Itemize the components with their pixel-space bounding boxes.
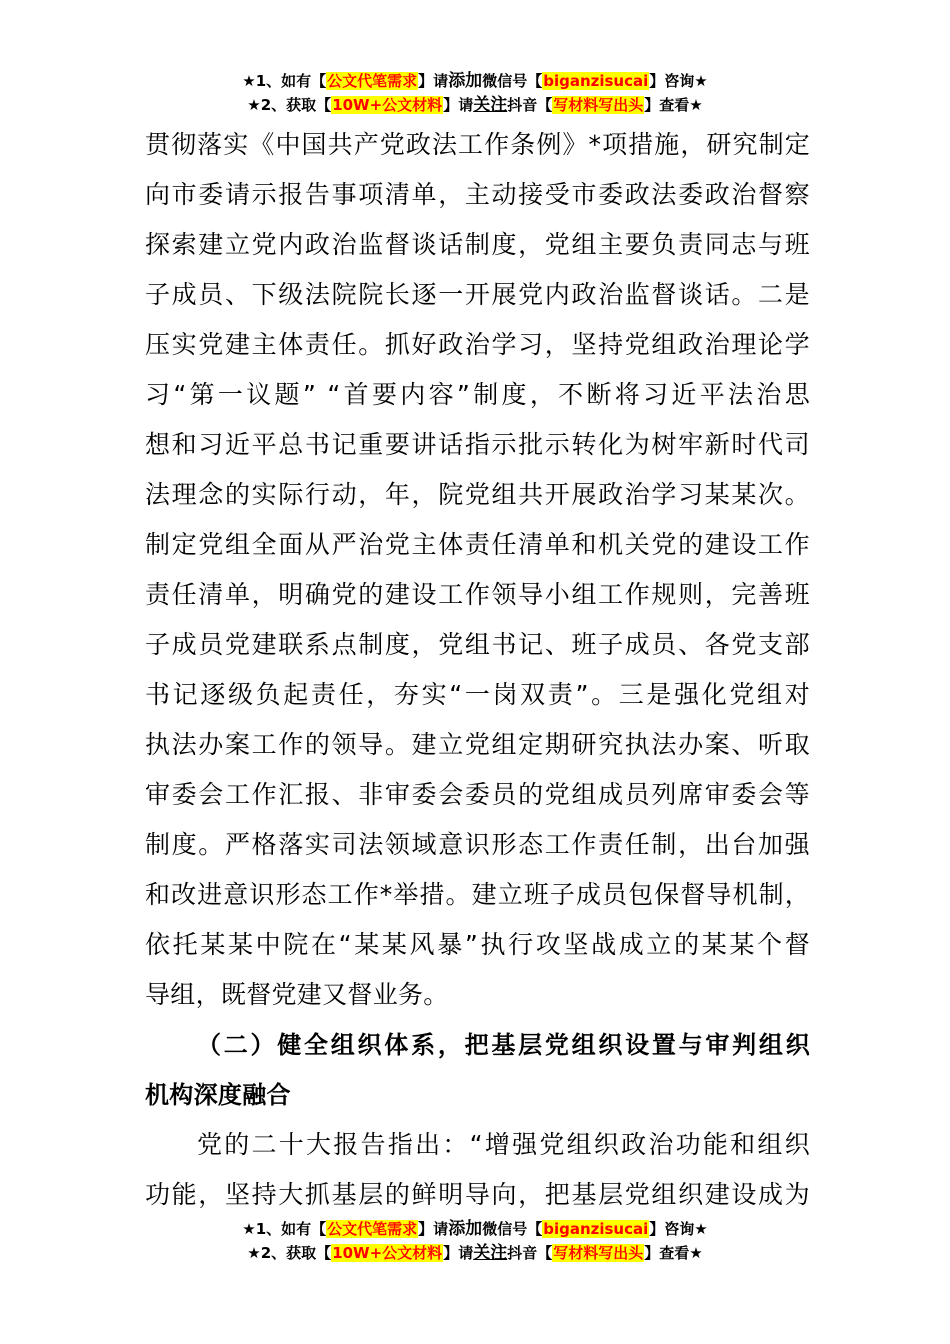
- body-line: 执法办案工作的领导。建立党组定期研究执法办案、听取: [145, 730, 810, 759]
- header-l2-emphasis-follow: 关注: [473, 95, 508, 115]
- body-line: 责任清单，明确党的建设工作领导小组工作规则，完善班: [145, 580, 810, 609]
- body-line: 压实党建主体责任。抓好政治学习，坚持党组政治理论学: [145, 330, 810, 359]
- body-line: 法理念的实际行动，年，院党组共开展政治学习某某次。: [145, 480, 810, 509]
- paragraph-line: 党的二十大报告指出：“增强党组织政治功能和组织: [197, 1130, 810, 1159]
- body-line: 书记逐级负起责任，夯实“一岗双责”。三是强化党组对: [145, 680, 810, 709]
- footer-l1-highlight-service: 公文代笔需求: [327, 1220, 418, 1238]
- header-l2-highlight-douyin: 写材料写出头: [553, 96, 644, 114]
- footer-l2-text-a: ★2、获取【: [247, 1244, 332, 1262]
- header-l2-text-b: 】请: [443, 96, 474, 114]
- body-line: 想和习近平总书记重要讲话指示批示转化为树牢新时代司: [145, 430, 810, 459]
- header-l2-text-a: ★2、获取【: [247, 96, 332, 114]
- footer-l1-text-b: 】请: [418, 1220, 449, 1238]
- document-body: [145, 120, 810, 1220]
- footer-l2-text-b: 】请: [443, 1244, 474, 1262]
- header-l1-emphasis-add: 添加: [448, 71, 483, 91]
- footer-l2-highlight-materials: 10W+公文材料: [332, 1244, 443, 1262]
- body-line: 子成员党建联系点制度，党组书记、班子成员、各党支部: [145, 630, 810, 659]
- header-l1-text-a: ★1、如有【: [242, 72, 327, 90]
- header-line-2: [0, 93, 950, 117]
- body-line: 习“第一议题” “首要内容”制度，不断将习近平法治思: [145, 380, 810, 409]
- header-line-1: [0, 69, 950, 93]
- header-l1-text-c: 微信号【: [482, 72, 543, 90]
- header-l2-text-d: 】查看★: [644, 96, 703, 114]
- body-line: 贯彻落实《中国共产党政法工作条例》*项措施，研究制定: [145, 130, 810, 159]
- section-heading: （二）健全组织体系，把基层党组织设置与审判组织: [197, 1031, 810, 1059]
- header-l1-text-b: 】请: [418, 72, 449, 90]
- section-heading-continued: 机构深度融合: [145, 1081, 291, 1109]
- header-l2-highlight-materials: 10W+公文材料: [332, 96, 443, 114]
- footer-line-1: [0, 1217, 950, 1241]
- footer-l2-emphasis-follow: 关注: [473, 1243, 508, 1263]
- header-banner: [0, 69, 950, 117]
- body-line: 依托某某中院在“某某风暴”执行攻坚战成立的某某个督: [145, 930, 810, 959]
- paragraph-line: 功能，坚持大抓基层的鲜明导向，把基层党组织建设成为: [145, 1180, 810, 1209]
- header-l1-text-d: 】咨询★: [649, 72, 708, 90]
- body-line: 制定党组全面从严治党主体责任清单和机关党的建设工作: [145, 530, 810, 559]
- header-l1-highlight-service: 公文代笔需求: [327, 72, 418, 90]
- footer-l2-text-d: 】查看★: [644, 1244, 703, 1262]
- header-l1-highlight-wechat-id: biganzisucai: [543, 72, 649, 90]
- body-line: 和改进意识形态工作*举措。建立班子成员包保督导机制，: [145, 880, 810, 909]
- footer-l2-text-c: 抖音【: [507, 1244, 553, 1262]
- body-line: 制度。严格落实司法领域意识形态工作责任制，出台加强: [145, 830, 810, 859]
- footer-banner: [0, 1217, 950, 1265]
- body-line: 探索建立党内政治监督谈话制度，党组主要负责同志与班: [145, 230, 810, 259]
- header-l2-text-c: 抖音【: [507, 96, 553, 114]
- body-line: 向市委请示报告事项清单，主动接受市委政法委政治督察: [145, 180, 810, 209]
- footer-l1-text-c: 微信号【: [482, 1220, 543, 1238]
- body-line: 子成员、下级法院院长逐一开展党内政治监督谈话。二是: [145, 280, 810, 309]
- body-line: 审委会工作汇报、非审委会委员的党组成员列席审委会等: [145, 780, 810, 809]
- body-line: 导组，既督党建又督业务。: [145, 980, 449, 1009]
- footer-l2-highlight-douyin: 写材料写出头: [553, 1244, 644, 1262]
- footer-line-2: [0, 1241, 950, 1265]
- footer-l1-text-a: ★1、如有【: [242, 1220, 327, 1238]
- footer-l1-emphasis-add: 添加: [448, 1219, 483, 1239]
- footer-l1-highlight-wechat-id: biganzisucai: [543, 1220, 649, 1238]
- footer-l1-text-d: 】咨询★: [649, 1220, 708, 1238]
